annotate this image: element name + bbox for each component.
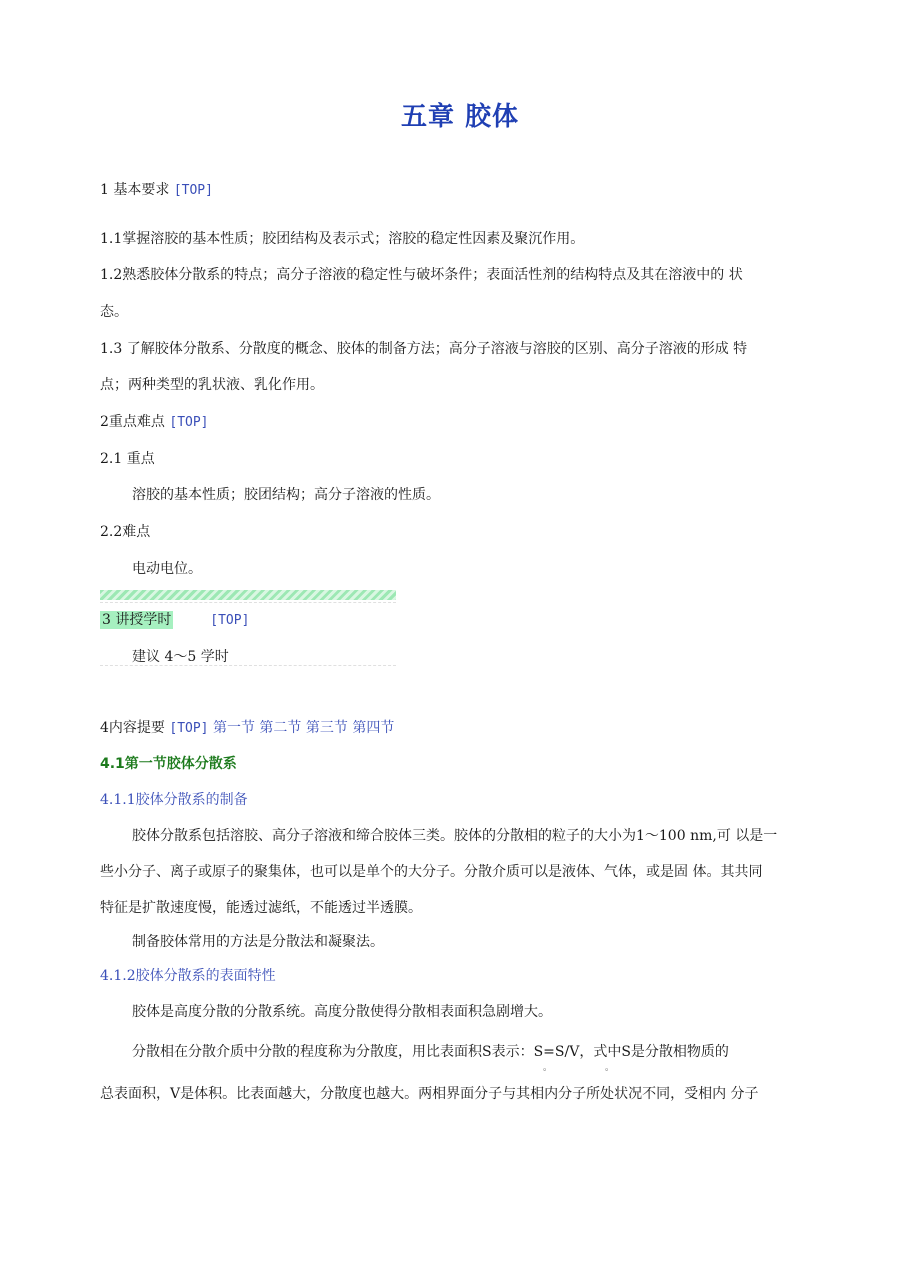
- paragraph-3: 胶体是高度分散的分散系统。高度分散使得分散相表面积急剧增大。: [132, 1004, 552, 1020]
- nav-link-section-2[interactable]: 第二节: [259, 720, 302, 736]
- paragraph-1-line1: 胶体分散系包括溶胶、高分子溶液和缔合胶体三类。胶体的分散相的粒子的大小为1～100 nm,可 以是一: [132, 828, 778, 844]
- requirement-1-2-line2: 态。: [100, 304, 128, 320]
- subscript-dot-2: 。: [605, 1063, 615, 1073]
- section-1-heading: [100, 180, 213, 201]
- paragraph-1-line3: 特征是扩散速度慢，能透过滤纸，不能透过半透膜。: [100, 900, 422, 916]
- section-4-heading: [100, 718, 394, 739]
- section-4-1-2-heading: 4.1.2胶体分散系的表面特性: [100, 968, 276, 984]
- highlight-band: [100, 590, 396, 600]
- page-title: 五章 胶体: [400, 102, 520, 132]
- nav-link-section-1[interactable]: 第一节: [212, 720, 255, 736]
- paragraph-2: 制备胶体常用的方法是分散法和凝聚法。: [132, 934, 384, 950]
- section-1-label: 1 基本要求: [100, 182, 170, 198]
- section-4-label: 4内容提要: [100, 720, 165, 736]
- nav-link-section-3[interactable]: 第三节: [305, 720, 348, 736]
- paragraph-4-line2: 总表面积，V是体积。比表面越大，分散度也越大。两相界面分子与其相内分子所处状况不同，受相内 分子: [100, 1086, 759, 1102]
- section-2-2-body: 电动电位。: [132, 561, 202, 577]
- paragraph-1-line2: 些小分子、离子或原子的聚集体，也可以是单个的大分子。分散介质可以是液体、气体，或是固 体。其共同: [100, 864, 763, 880]
- requirement-1-3-line1: 1.3 了解胶体分散系、分散度的概念、胶体的制备方法；高分子溶液与溶胶的区别、高分子溶液的形成 特: [100, 341, 748, 357]
- section-4-1-heading: 4.1第一节胶体分散系: [100, 756, 237, 772]
- nav-link-section-4[interactable]: 第四节: [352, 720, 395, 736]
- top-link-2[interactable]: [TOP]: [169, 415, 209, 430]
- paragraph-4-line1: 分散相在分散介质中分散的程度称为分散度，用比表面积S表示：S=S/V，式中S是分散相物质的: [132, 1044, 729, 1060]
- requirement-1-1: 1.1掌握溶胶的基本性质；胶团结构及表示式；溶胶的稳定性因素及聚沉作用。: [100, 231, 585, 247]
- requirement-1-3-line2: 点；两种类型的乳状液、乳化作用。: [100, 377, 324, 393]
- section-2-label: 2重点难点: [100, 414, 165, 430]
- section-2-1-heading: 2.1 重点: [100, 451, 155, 467]
- section-2-heading: [100, 412, 209, 433]
- section-3-label: 3 讲授学时: [102, 612, 172, 628]
- top-link-4[interactable]: [TOP]: [169, 721, 209, 736]
- section-2-1-body: 溶胶的基本性质；胶团结构；高分子溶液的性质。: [132, 487, 440, 503]
- section-3-body: 建议 4～5 学时: [132, 649, 229, 665]
- top-link-3[interactable]: [TOP]: [210, 613, 250, 628]
- top-link-1[interactable]: [TOP]: [173, 183, 213, 198]
- section-3-heading: [100, 610, 249, 631]
- requirement-1-2-line1: 1.2熟悉胶体分散系的特点；高分子溶液的稳定性与破坏条件；表面活性剂的结构特点及其在溶液中的 状: [100, 267, 743, 283]
- section-4-1-1-heading: 4.1.1胶体分散系的制备: [100, 792, 248, 808]
- subscript-dot-1: 。: [543, 1063, 553, 1073]
- section-2-2-heading: 2.2难点: [100, 524, 151, 540]
